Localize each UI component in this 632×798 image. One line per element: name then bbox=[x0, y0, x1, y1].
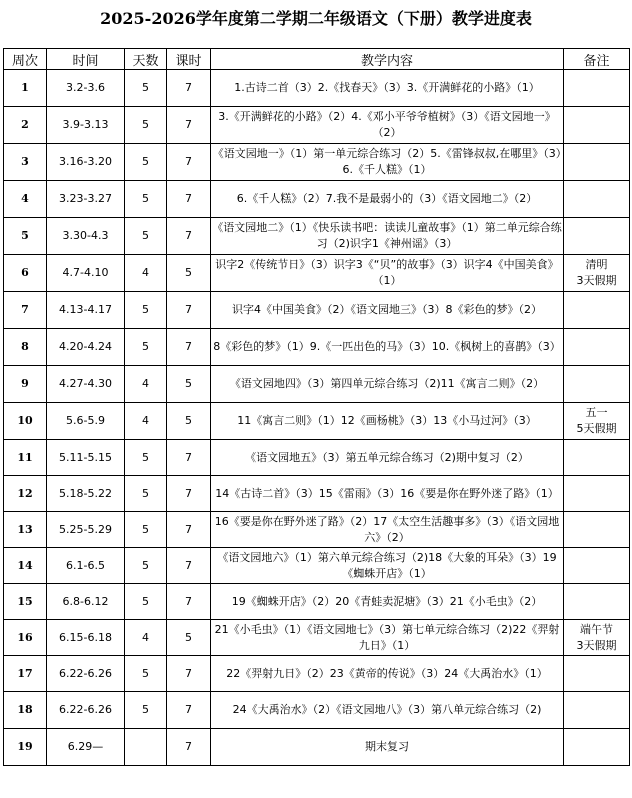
header-notes: 备注 bbox=[564, 49, 630, 70]
periods-cell: 5 bbox=[167, 620, 211, 656]
note-line: 五一 bbox=[585, 406, 608, 419]
week-cell: 9 bbox=[4, 366, 47, 403]
week-cell: 5 bbox=[4, 218, 47, 255]
table-row bbox=[4, 584, 630, 620]
periods-cell: 5 bbox=[167, 366, 211, 403]
notes-cell bbox=[564, 440, 630, 476]
periods-cell: 5 bbox=[167, 403, 211, 440]
periods-cell: 7 bbox=[167, 729, 211, 766]
time-cell: 6.1-6.5 bbox=[47, 548, 125, 584]
header-time: 时间 bbox=[47, 49, 125, 70]
periods-cell: 7 bbox=[167, 292, 211, 329]
week-cell: 7 bbox=[4, 292, 47, 329]
notes-cell bbox=[564, 620, 630, 656]
periods-cell: 7 bbox=[167, 440, 211, 476]
content-cell: 3.《开满鲜花的小路》（2）4.《邓小平爷爷植树》（3）《语文园地一》（2） bbox=[211, 107, 564, 144]
time-cell: 6.29— bbox=[47, 729, 125, 766]
table-row bbox=[4, 218, 630, 255]
periods-cell: 7 bbox=[167, 548, 211, 584]
content-cell: 11《寓言二则》（1）12《画杨桃》（3）13《小马过河》（3） bbox=[211, 403, 564, 440]
time-cell: 6.15-6.18 bbox=[47, 620, 125, 656]
table-row bbox=[4, 107, 630, 144]
content-cell: 《语文园地一》（1）第一单元综合练习（2）5.《雷锋叔叔,在哪里》（3）6.《千人糕》（1） bbox=[211, 144, 564, 181]
week-cell: 16 bbox=[4, 620, 47, 656]
days-cell: 5 bbox=[125, 329, 167, 366]
content-cell: 19《蜘蛛开店》（2）20《青蛙卖泥塘》（3）21《小毛虫》（2） bbox=[211, 584, 564, 620]
periods-cell: 7 bbox=[167, 656, 211, 692]
week-cell: 3 bbox=[4, 144, 47, 181]
notes-cell bbox=[564, 584, 630, 620]
days-cell bbox=[125, 729, 167, 766]
week-cell: 19 bbox=[4, 729, 47, 766]
days-cell: 5 bbox=[125, 584, 167, 620]
notes-cell bbox=[564, 729, 630, 766]
days-cell: 4 bbox=[125, 366, 167, 403]
days-cell: 5 bbox=[125, 548, 167, 584]
time-cell: 3.30-4.3 bbox=[47, 218, 125, 255]
table-row bbox=[4, 440, 630, 476]
week-cell: 4 bbox=[4, 181, 47, 218]
notes-cell bbox=[564, 70, 630, 107]
table-row bbox=[4, 476, 630, 512]
content-cell: 识字2《传统节日》（3）识字3《“贝”的故事》（3）识字4《中国美食》（1） bbox=[211, 255, 564, 292]
week-cell: 18 bbox=[4, 692, 47, 729]
periods-cell: 7 bbox=[167, 476, 211, 512]
table-row bbox=[4, 729, 630, 766]
week-cell: 14 bbox=[4, 548, 47, 584]
periods-cell: 7 bbox=[167, 107, 211, 144]
table-row bbox=[4, 692, 630, 729]
days-cell: 5 bbox=[125, 692, 167, 729]
periods-cell: 7 bbox=[167, 181, 211, 218]
days-cell: 5 bbox=[125, 440, 167, 476]
content-cell: 《语文园地五》（3）第五单元综合练习（2)期中复习（2） bbox=[211, 440, 564, 476]
time-cell: 6.22-6.26 bbox=[47, 692, 125, 729]
content-cell: 16《要是你在野外迷了路》（2）17《太空生活趣事多》（3）《语文园地六》（2） bbox=[211, 512, 564, 548]
notes-cell bbox=[564, 218, 630, 255]
week-cell: 6 bbox=[4, 255, 47, 292]
week-cell: 2 bbox=[4, 107, 47, 144]
days-cell: 5 bbox=[125, 144, 167, 181]
week-cell: 12 bbox=[4, 476, 47, 512]
time-cell: 4.7-4.10 bbox=[47, 255, 125, 292]
notes-cell bbox=[564, 403, 630, 440]
periods-cell: 7 bbox=[167, 144, 211, 181]
table-row bbox=[4, 329, 630, 366]
header-periods: 课时 bbox=[167, 49, 211, 70]
periods-cell: 7 bbox=[167, 329, 211, 366]
periods-cell: 5 bbox=[167, 255, 211, 292]
note-line: 清明 bbox=[585, 258, 608, 271]
notes-cell bbox=[564, 181, 630, 218]
notes-cell bbox=[564, 476, 630, 512]
days-cell: 4 bbox=[125, 255, 167, 292]
content-cell: 期末复习 bbox=[211, 729, 564, 766]
document-title: 2025-2026学年度第二学期二年级语文（下册）教学进度表 bbox=[100, 9, 532, 28]
week-cell: 8 bbox=[4, 329, 47, 366]
time-cell: 3.23-3.27 bbox=[47, 181, 125, 218]
content-cell: 1.古诗二首（3）2.《找春天》（3）3.《开满鲜花的小路》（1） bbox=[211, 70, 564, 107]
table-row bbox=[4, 181, 630, 218]
content-cell: 14《古诗二首》（3）15《雷雨》（3）16《要是你在野外迷了路》（1） bbox=[211, 476, 564, 512]
table-row bbox=[4, 656, 630, 692]
time-cell: 4.20-4.24 bbox=[47, 329, 125, 366]
content-cell: 8《彩色的梦》（1）9.《一匹出色的马》（3）10.《枫树上的喜鹊》（3） bbox=[211, 329, 564, 366]
days-cell: 5 bbox=[125, 476, 167, 512]
time-cell: 3.9-3.13 bbox=[47, 107, 125, 144]
content-cell: 24《大禹治水》（2）《语文园地八》（3）第八单元综合练习（2) bbox=[211, 692, 564, 729]
table-row bbox=[4, 548, 630, 584]
note-line: 3天假期 bbox=[576, 638, 617, 652]
days-cell: 5 bbox=[125, 292, 167, 329]
table-row bbox=[4, 366, 630, 403]
periods-cell: 7 bbox=[167, 70, 211, 107]
header-content: 教学内容 bbox=[211, 49, 564, 70]
time-cell: 3.2-3.6 bbox=[47, 70, 125, 107]
days-cell: 4 bbox=[125, 403, 167, 440]
notes-cell bbox=[564, 366, 630, 403]
table-row bbox=[4, 403, 630, 440]
time-cell: 6.8-6.12 bbox=[47, 584, 125, 620]
notes-cell bbox=[564, 144, 630, 181]
table-row bbox=[4, 512, 630, 548]
note-line: 3天假期 bbox=[576, 274, 617, 287]
table-row bbox=[4, 255, 630, 292]
notes-cell bbox=[564, 329, 630, 366]
notes-cell bbox=[564, 255, 630, 292]
time-cell: 6.22-6.26 bbox=[47, 656, 125, 692]
time-cell: 5.18-5.22 bbox=[47, 476, 125, 512]
notes-cell bbox=[564, 692, 630, 729]
periods-cell: 7 bbox=[167, 512, 211, 548]
periods-cell: 7 bbox=[167, 218, 211, 255]
week-cell: 11 bbox=[4, 440, 47, 476]
days-cell: 5 bbox=[125, 218, 167, 255]
periods-cell: 7 bbox=[167, 692, 211, 729]
content-cell: 21《小毛虫》（1）《语文园地七》（3）第七单元综合练习（2)22《羿射九日》（1） bbox=[211, 620, 564, 656]
notes-cell bbox=[564, 548, 630, 584]
note-line: 5天假期 bbox=[576, 422, 617, 435]
time-cell: 4.13-4.17 bbox=[47, 292, 125, 329]
notes-cell bbox=[564, 292, 630, 329]
content-cell: 《语文园地二》（1）《快乐读书吧：读读儿童故事》（1）第二单元综合练习（2)识字1《神州谣》（3） bbox=[211, 218, 564, 255]
table-row bbox=[4, 620, 630, 656]
time-cell: 5.25-5.29 bbox=[47, 512, 125, 548]
periods-cell: 7 bbox=[167, 584, 211, 620]
content-cell: 《语文园地四》（3）第四单元综合练习（2)11《寓言二则》（2） bbox=[211, 366, 564, 403]
week-cell: 10 bbox=[4, 403, 47, 440]
header-days: 天数 bbox=[125, 49, 167, 70]
week-cell: 13 bbox=[4, 512, 47, 548]
time-cell: 5.6-5.9 bbox=[47, 403, 125, 440]
week-cell: 17 bbox=[4, 656, 47, 692]
notes-cell bbox=[564, 656, 630, 692]
notes-cell bbox=[564, 512, 630, 548]
table-row bbox=[4, 144, 630, 181]
days-cell: 5 bbox=[125, 70, 167, 107]
days-cell: 5 bbox=[125, 656, 167, 692]
content-cell: 《语文园地六》（1）第六单元综合练习（2)18《大象的耳朵》（3）19《蜘蛛开店》（1） bbox=[211, 548, 564, 584]
days-cell: 5 bbox=[125, 107, 167, 144]
table-header-row bbox=[4, 49, 630, 70]
content-cell: 22《羿射九日》（2）23《黄帝的传说》（3）24《大禹治水》（1） bbox=[211, 656, 564, 692]
days-cell: 4 bbox=[125, 620, 167, 656]
table-row bbox=[4, 292, 630, 329]
time-cell: 3.16-3.20 bbox=[47, 144, 125, 181]
content-cell: 识字4《中国美食》（2）《语文园地三》（3）8《彩色的梦》（2） bbox=[211, 292, 564, 329]
note-line: 端午节 bbox=[580, 622, 613, 636]
schedule-table bbox=[3, 48, 630, 766]
time-cell: 5.11-5.15 bbox=[47, 440, 125, 476]
days-cell: 5 bbox=[125, 181, 167, 218]
table-row bbox=[4, 70, 630, 107]
week-cell: 1 bbox=[4, 70, 47, 107]
week-cell: 15 bbox=[4, 584, 47, 620]
notes-cell bbox=[564, 107, 630, 144]
header-week: 周次 bbox=[4, 49, 47, 70]
time-cell: 4.27-4.30 bbox=[47, 366, 125, 403]
content-cell: 6.《千人糕》（2）7.我不是最弱小的（3）《语文园地二》（2） bbox=[211, 181, 564, 218]
days-cell: 5 bbox=[125, 512, 167, 548]
